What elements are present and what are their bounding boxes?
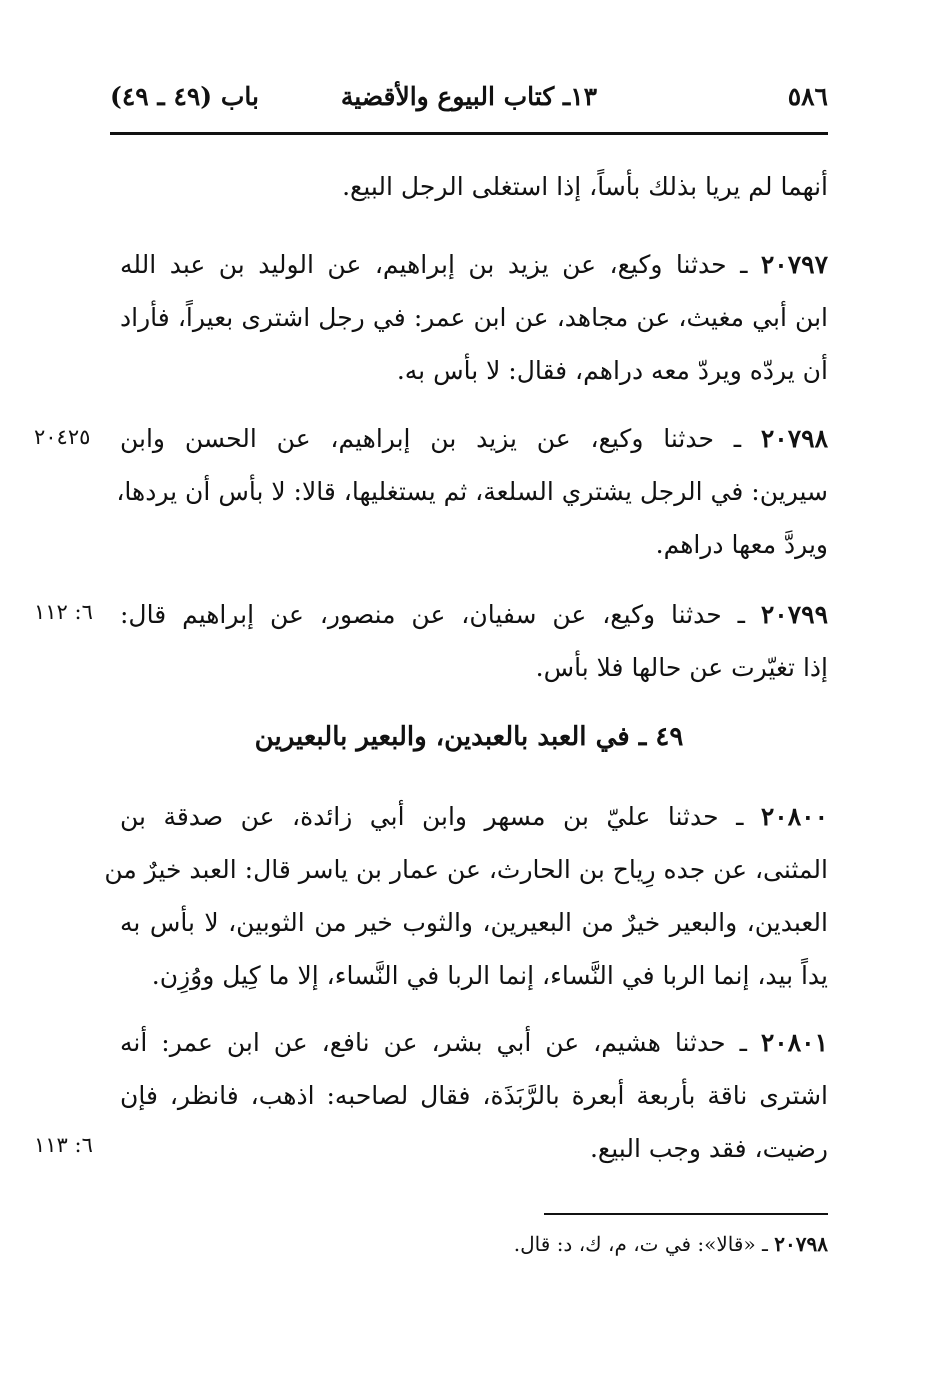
text-line: ويردَّ معها دراهم.	[655, 530, 828, 559]
text-line: العبدين، والبعير خيرٌ من البعيرين، والثوب خير من الثوبين، لا بأس به	[120, 908, 828, 937]
margin-reference: ٦: ١١٣	[34, 1133, 93, 1157]
text-line: حدثنا عليّ بن مسهر وابن أبي زائدة، عن صدقة بن	[120, 802, 719, 831]
text-line: ابن أبي مغيث، عن مجاهد، عن ابن عمر: في رجل اشترى بعيراً، فأراد	[120, 303, 828, 332]
hadith-20799: ٢٠٧٩٩ ـ حدثنا وكيع، عن سفيان، عن منصور، عن إبراهيم قال: إذا تغيّرت عن حالها فلا بأس.	[120, 588, 828, 694]
footnote: ٢٠٧٩٨ ـ «قالا»: في ت، م، ك، د: قال.	[513, 1232, 828, 1256]
hadith-number: ٢٠٧٩٩	[760, 600, 828, 629]
footnote-number: ٢٠٧٩٨	[774, 1232, 828, 1256]
section-heading: ٤٩ ـ في العبد بالعبدين، والبعير بالبعيرين	[254, 722, 684, 752]
text-line: إذا تغيّرت عن حالها فلا بأس.	[535, 653, 828, 682]
text-line: سيرين: في الرجل يشتري السلعة، ثم يستغليها، قالا: لا بأس أن يردها،	[116, 477, 828, 506]
hadith-20800: ٢٠٨٠٠ ـ حدثنا عليّ بن مسهر وابن أبي زائدة، عن صدقة بن المثنى، عن جده رِياح بن الحارث، عن عمار بن ياسر قال: العبد خيرٌ من العبدين، والبعير خيرٌ من البعيرين، والثوب خير من الثوبين، لا بأس به يداً بيد، إنما الربا في النَّساء، إنما الربا في النَّساء، إلا ما كِيل ووُزِن.	[120, 790, 828, 1002]
text-line: يداً بيد، إنما الربا في النَّساء، إنما الربا في النَّساء، إلا ما كِيل ووُزِن.	[151, 961, 828, 990]
hadith-20801: ٢٠٨٠١ ـ حدثنا هشيم، عن أبي بشر، عن نافع، عن ابن عمر: أنه اشترى ناقة بأربعة أبعرة بالرَّبَذَة، فقال لصاحبه: اذهب، فانظر، فإن رضيت، فقد وجب البيع.	[120, 1016, 828, 1175]
page-number: ٥٨٦	[787, 82, 828, 111]
margin-reference: ٦: ١١٢	[34, 600, 93, 624]
paragraph-continuation	[120, 160, 828, 213]
hadith-number: ٢٠٧٩٨	[760, 424, 829, 453]
running-head	[110, 82, 828, 122]
hadith-20797: ٢٠٧٩٧ ـ حدثنا وكيع، عن يزيد بن إبراهيم، عن الوليد بن عبد الله ابن أبي مغيث، عن مجاهد، عن ابن عمر: في رجل اشترى بعيراً، فأراد أن يردّه ويردّ معه دراهم، فقال: لا بأس به.	[120, 238, 828, 397]
text-line: حدثنا وكيع، عن يزيد بن إبراهيم، عن الحسن وابن	[120, 424, 714, 453]
text-line: حدثنا وكيع، عن يزيد بن إبراهيم، عن الوليد بن عبد الله	[120, 250, 727, 279]
margin-reference: ٢٠٤٢٥	[34, 425, 91, 449]
text-line: أن يردّه ويردّ معه دراهم، فقال: لا بأس به.	[396, 356, 828, 385]
text-line: حدثنا وكيع، عن سفيان، عن منصور، عن إبراهيم قال:	[120, 600, 722, 629]
hadith-number: ٢٠٧٩٧	[760, 250, 829, 279]
footnote-text: «قالا»: في ت، م، ك، د: قال.	[513, 1232, 756, 1256]
text-line: رضيت، فقد وجب البيع.	[589, 1134, 828, 1163]
text-line: اشترى ناقة بأربعة أبعرة بالرَّبَذَة، فقال لصاحبه: اذهب، فانظر، فإن	[120, 1081, 828, 1110]
hadith-number: ٢٠٨٠١	[760, 1028, 829, 1057]
text-line: حدثنا هشيم، عن أبي بشر، عن نافع، عن ابن عمر: أنه	[120, 1028, 726, 1057]
hadith-number: ٢٠٨٠٠	[760, 802, 829, 831]
chapter-range: باب (٤٩ ـ ٤٩)	[110, 82, 259, 111]
header-rule	[110, 132, 828, 135]
text-line: المثنى، عن جده رِياح بن الحارث، عن عمار بن ياسر قال: العبد خيرٌ من	[104, 855, 828, 884]
book-title: ١٣ـ كتاب البيوع والأقضية	[340, 82, 598, 111]
text-line: أنهما لم يريا بذلك بأساً، إذا استغلى الرجل البيع.	[342, 172, 828, 201]
hadith-20798: ٢٠٧٩٨ ـ حدثنا وكيع، عن يزيد بن إبراهيم، عن الحسن وابن سيرين: في الرجل يشتري السلعة، ثم يستغليها، قالا: لا بأس أن يردها، ويردَّ معها دراهم.	[120, 412, 828, 571]
footnote-rule	[544, 1213, 828, 1215]
